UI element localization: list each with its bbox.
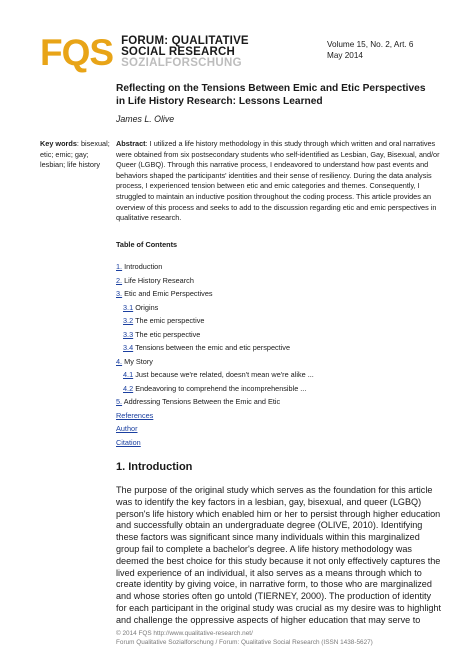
section-heading: 1. Introduction <box>116 461 193 473</box>
toc-item-number-link[interactable]: 5. <box>116 397 123 406</box>
issue-date: May 2014 <box>327 50 363 60</box>
toc-item-label: Life History Research <box>124 275 194 285</box>
toc-item-number-link[interactable]: 3.2 <box>123 316 134 325</box>
toc-item-label: The etic perspective <box>135 329 201 339</box>
toc-item-number-link[interactable]: 3. <box>116 289 123 298</box>
abstract-block: Abstract: I utilized a life history methodology in this study through which written and oral narratives were obtained from six postsecondary students who self-identified as Lesbian, Gay, Bisexual, and/or Queer (LGBQ). Through this narrative process, I endeavored to understand how past events and behaviors shaped the participants' identities and their sense of resiliency. During the data analysis process, I experienced tension between etic and emic categories and themes. Consequently, I struggled to maintain an inductive position throughout the coding process. This article provides an overview of this process and seeks to add to the discussion regarding etic and emic perspectives in qualitative research. <box>116 139 440 223</box>
citation-link[interactable]: Citation <box>116 437 141 447</box>
toc-subitem <box>116 303 436 317</box>
toc-subitem <box>116 316 436 330</box>
toc-item-label: Introduction <box>124 262 163 271</box>
section-body: The purpose of the original study which serves as the foundation for this article was to identify the key factors in a lesbian, gay, bisexual, and queer (LGBQ) person's life history which enabled him or her to persist through higher education and successfully obtain an undergraduate degree (OLIVE, 2010). Identifying these factors was significant since many individuals within this marginalized group fail to complete a bachelor's degree. A life history methodology was deemed the best choice for this study because it not only effectively captures the lived experience of an individual, it also serves as a means through which to create identity by giving voice, in narrative form, to those who are marginalized and whose stories often go untold (TIERNEY, 2000). The production of identity for each participant in the original study was crucial as my desire was to highlight and challenge the oppressive aspects of higher education that may serve to <box>116 485 442 625</box>
keywords-block: Key words: bisexual; etic; emic; gay; lesbian; life history <box>40 139 110 170</box>
toc-item <box>116 411 436 425</box>
article-author: James L. Olive <box>116 114 175 124</box>
toc-item <box>116 397 436 411</box>
toc-subitem <box>116 370 436 384</box>
author-link[interactable]: Author <box>116 424 138 433</box>
toc-heading: Table of Contents <box>116 240 178 249</box>
toc-item-label: Endeavoring to comprehend the incomprehensible ... <box>135 383 307 393</box>
footer-copyright: © 2014 FQS http://www.qualitative-research.net/ <box>116 630 253 637</box>
toc-item-label: Just because we're related, doesn't mean we're alike ... <box>135 370 314 379</box>
toc-item-number-link[interactable]: 3.4 <box>123 343 134 352</box>
toc-subitem <box>116 384 436 398</box>
volume-info: Volume 15, No. 2, Art. 6 <box>327 40 414 49</box>
issue-info <box>327 40 413 61</box>
footer-journal: Forum Qualitative Sozialforschung / Forum: Qualitative Social Research (ISSN 1438-5627) <box>116 638 373 646</box>
toc-item-number-link[interactable]: 1. <box>116 262 123 271</box>
toc-item <box>116 357 436 371</box>
toc-item <box>116 289 436 303</box>
abstract-label: Abstract <box>116 139 146 148</box>
logo-mark: FQS <box>40 32 114 73</box>
toc-item-label: Addressing Tensions Between the Emic and Etic <box>123 397 281 406</box>
toc-item-label: Etic and Emic Perspectives <box>124 289 213 298</box>
toc-item-label: The emic perspective <box>135 316 205 325</box>
toc-item <box>116 262 436 276</box>
journal-logo <box>40 32 249 73</box>
keywords-label: Key words <box>40 139 77 148</box>
toc-item-number-link[interactable]: 3.1 <box>123 302 134 312</box>
toc-item-label: Origins <box>135 302 159 312</box>
toc-item-number-link[interactable]: 3.3 <box>123 329 134 339</box>
toc-item-label: Tensions between the emic and etic perspective <box>135 343 291 352</box>
toc-item-number-link[interactable]: 4. <box>116 356 123 366</box>
logo-line-2: SOCIAL RESEARCH <box>121 46 236 58</box>
toc-item-number-link[interactable]: 4.1 <box>123 370 134 379</box>
toc-item-number-link[interactable]: 4.2 <box>123 383 134 393</box>
toc-subitem <box>116 330 436 344</box>
toc-item <box>116 424 436 438</box>
toc-item <box>116 276 436 290</box>
table-of-contents <box>116 262 436 451</box>
page-footer <box>116 630 373 647</box>
logo-line-1: FORUM: QUALITATIVE <box>121 35 249 47</box>
keywords-text: bisexual; etic; emic; gay; lesbian; life history <box>40 139 110 170</box>
abstract-text: I utilized a life history methodology in this study through which written and oral narratives were obtained from six postsecondary students who self-identified as Lesbian, Gay, Bisexual, and/or Queer (LGBQ). Through this narrative process, I endeavored to understand how past events and behaviors shaped the participants' identities and their sense of resiliency. During the data analysis process, I experienced tension between etic and emic categories and themes. Consequently, I struggled to maintain an inductive position throughout the coding process. This article provides an overview of this process and seeks to add to the discussion regarding etic and emic perspectives in qualitative research. <box>116 139 440 223</box>
logo-line-3: SOZIALFORSCHUNG <box>121 57 242 69</box>
toc-item-number-link[interactable]: 2. <box>116 275 123 285</box>
article-title: Reflecting on the Tensions Between Emic and Etic Perspectives in Life History Research: Lessons Learned <box>116 83 426 107</box>
toc-item-label: My Story <box>124 356 153 366</box>
toc-subitem <box>116 343 436 357</box>
references-link[interactable]: References <box>116 410 154 420</box>
logo-wordmark <box>121 36 249 69</box>
toc-item <box>116 438 436 452</box>
